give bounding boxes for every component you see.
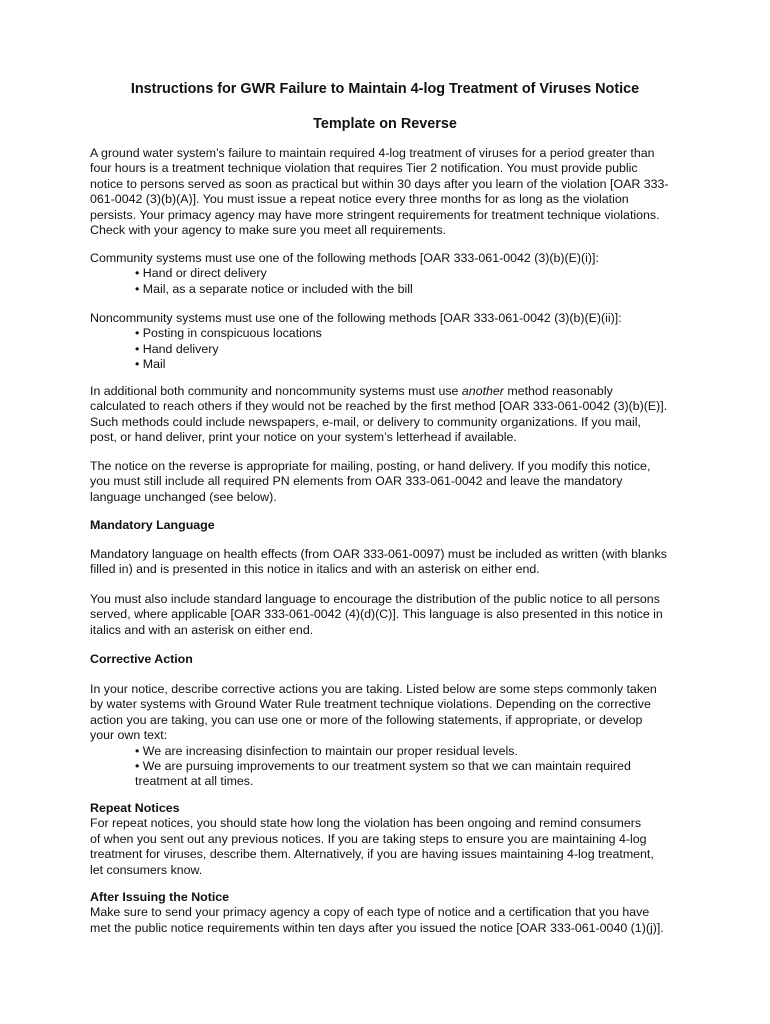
- text-line: Make sure to send your primacy agency a copy of each type of notice and a certification that you have: [90, 905, 650, 920]
- text-line: You must also include standard language to encourage the distribution of the public notice to all persons: [90, 592, 660, 606]
- noncommunity-lead: Noncommunity systems must use one of the following methods [OAR 333-061-0042 (3)(b)(E)(ii)]:: [90, 311, 622, 325]
- text-line: treatment for viruses, describe them. Alternatively, if you are having issues maintaining 4-log treatment,: [90, 847, 654, 862]
- text-line: 061-0042 (3)(b)(A)]. You must issue a repeat notice every three months for as long as the violation: [90, 192, 629, 207]
- section-heading: After Issuing the Notice: [90, 890, 230, 904]
- document-title: Instructions for GWR Failure to Maintain 4-log Treatment of Viruses Notice: [130, 81, 640, 97]
- mandatory-paragraph-2: [90, 592, 690, 638]
- text-line: In your notice, describe corrective actions you are taking. Listed below are some steps commonly taken: [90, 682, 657, 696]
- text-line: served, where applicable [OAR 333-061-0042 (4)(d)(C)]. This language is also presented in this notice in: [90, 607, 663, 622]
- emphasis-text: another: [461, 384, 504, 398]
- text-line: let consumers know.: [90, 862, 203, 877]
- section-heading: Corrective Action: [90, 652, 193, 666]
- corrective-paragraph: [90, 682, 690, 790]
- text-fragment: method reasonably: [503, 384, 613, 398]
- mandatory-paragraph-1: [90, 547, 690, 578]
- bullet-item: • Posting in conspicuous locations: [135, 326, 322, 341]
- community-methods: [90, 251, 690, 297]
- text-line: italics and with an asterisk on either end.: [90, 622, 314, 637]
- text-line: you must still include all required PN elements from OAR 333-061-0042 and leave the mandatory: [90, 474, 623, 489]
- mandatory-heading: [90, 518, 690, 533]
- after-issuing: [90, 890, 690, 936]
- bullet-continuation: treatment at all times.: [135, 774, 254, 789]
- bullet-item: • We are pursuing improvements to our treatment system so that we can maintain required: [135, 759, 631, 774]
- intro-paragraph: [90, 146, 690, 238]
- text-line: calculated to reach others if they would not be reached by the first method [OAR 333-061-0042 (3)(b)(E)].: [90, 399, 668, 414]
- text-line: For repeat notices, you should state how long the violation has been ongoing and remind consumers: [90, 816, 642, 831]
- text-line: your own text:: [90, 728, 168, 743]
- bullet-item: • Mail, as a separate notice or included with the bill: [135, 281, 413, 296]
- text-line: persists. Your primacy agency may have more stringent requirements for treatment technique violations.: [90, 207, 660, 222]
- text-line: post, or hand deliver, print your notice on your system’s letterhead if available.: [90, 430, 517, 445]
- text-line: Such methods could include newspapers, e-mail, or delivery to community organizations. If you mail,: [90, 414, 641, 429]
- community-lead: Community systems must use one of the following methods [OAR 333-061-0042 (3)(b)(E)(i)]:: [90, 251, 599, 265]
- section-heading: Mandatory Language: [90, 518, 215, 532]
- text-line: notice to persons served as soon as practical but within 30 days after you learn of the violation [OAR 333-: [90, 176, 669, 191]
- text-line: Mandatory language on health effects (from OAR 333-061-0097) must be included as written (with blanks: [90, 547, 667, 561]
- text-line: four hours is a treatment technique violation that requires Tier 2 notification. You must provide public: [90, 161, 638, 176]
- bullet-item: • Hand delivery: [135, 341, 219, 356]
- text-line: language unchanged (see below).: [90, 489, 277, 504]
- bullet-item: • Hand or direct delivery: [135, 266, 267, 281]
- bullet-item: • We are increasing disinfection to maintain our proper residual levels.: [135, 743, 518, 758]
- text-line: of when you sent out any previous notices. If you are taking steps to ensure you are maintaining 4-log: [90, 831, 647, 846]
- text-line: [90, 384, 690, 399]
- text-fragment: In additional both community and noncommunity systems must use: [90, 384, 462, 398]
- section-heading: Repeat Notices: [90, 801, 180, 815]
- bullet-item: • Mail: [135, 357, 166, 372]
- text-line: A ground water system’s failure to maintain required 4-log treatment of viruses for a period greater than: [90, 146, 655, 160]
- text-line: Check with your agency to make sure you meet all requirements.: [90, 223, 447, 238]
- additional-methods: [90, 384, 690, 446]
- text-line: action you are taking, you can use one or more of the following statements, if appropriate, or develop: [90, 712, 643, 727]
- reverse-paragraph: [90, 459, 690, 505]
- repeat-notices: [90, 801, 690, 878]
- text-line: by water systems with Ground Water Rule treatment technique violations. Depending on the corrective: [90, 697, 651, 712]
- text-line: The notice on the reverse is appropriate for mailing, posting, or hand delivery. If you modify this notice,: [90, 459, 651, 473]
- corrective-heading: [90, 652, 690, 667]
- document-subtitle: Template on Reverse: [313, 116, 457, 132]
- text-line: filled in) and is presented in this notice in italics and with an asterisk on either end.: [90, 562, 540, 577]
- text-line: met the public notice requirements within ten days after you issued the notice [OAR 333-061-0040 (1)(j)].: [90, 920, 664, 935]
- noncommunity-methods: [90, 311, 690, 373]
